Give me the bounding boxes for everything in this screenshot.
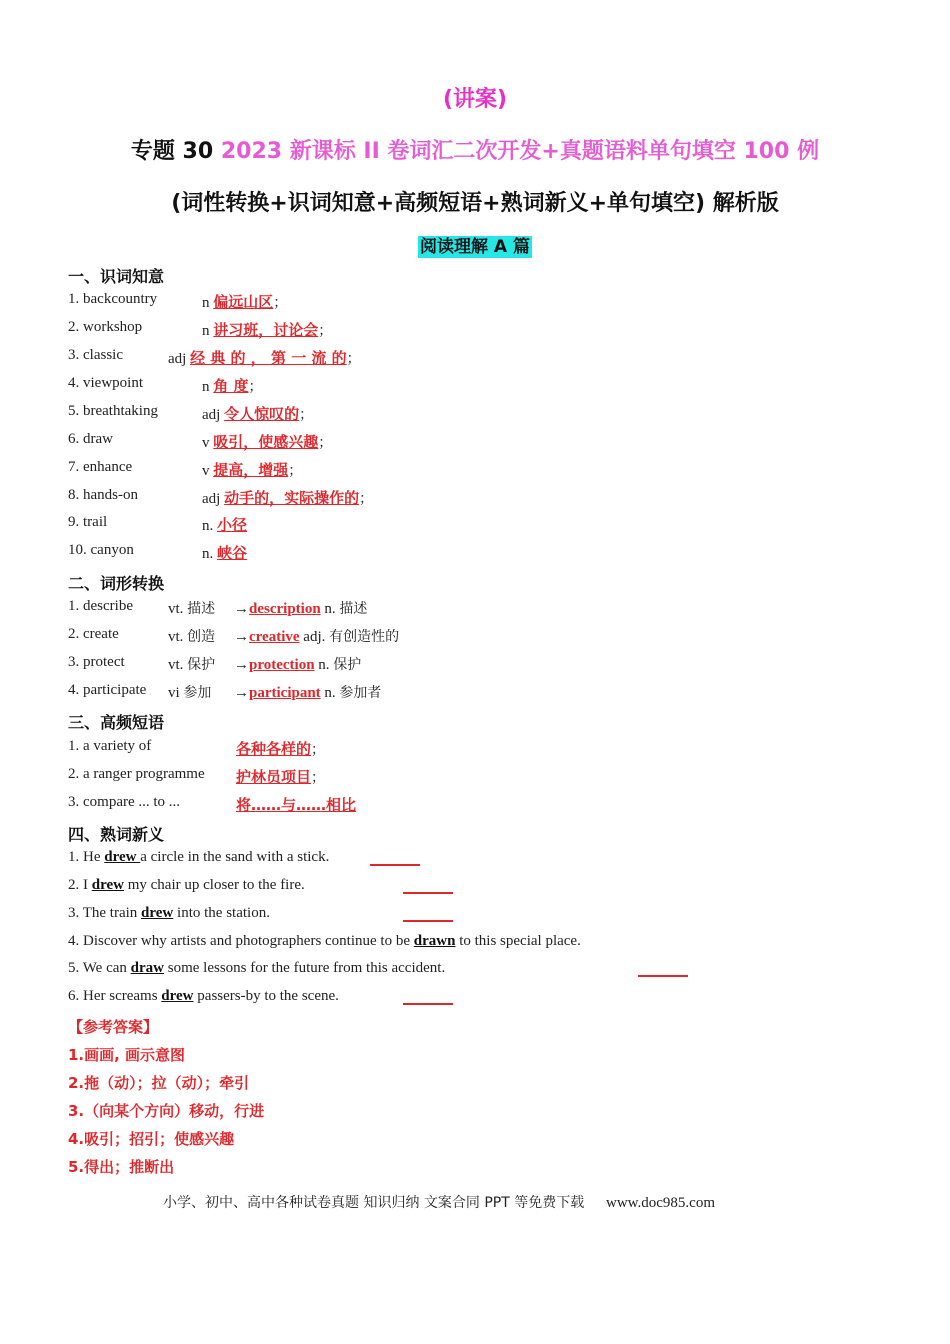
item-meaning: vt. 保护 (168, 657, 216, 673)
section1-heading: 一、识词知意 (68, 267, 165, 286)
term: 2. create (68, 626, 119, 642)
list-item: 5. We can draw some lessons for the future from this accident. (68, 960, 446, 976)
term: 3. compare ... to ... (68, 794, 181, 810)
item-derived: →participant n. 参加者 (234, 685, 382, 701)
section4-heading: 四、熟词新义 (68, 825, 165, 844)
footer (163, 1192, 715, 1212)
answer-item: 1.画画, 画示意图 (68, 1046, 186, 1064)
target-word: drawn (413, 933, 456, 949)
list-item: 1. He drew a circle in the sand with a stick. (68, 849, 330, 865)
target-word: drew (141, 905, 174, 921)
item-meaning: vt. 描述 (168, 601, 216, 617)
list-item: 4. Discover why artists and photographers continue to be drawn to this special place. (68, 933, 581, 949)
answer-blank[interactable] (403, 878, 453, 894)
term: 9. trail (68, 514, 108, 530)
target-word: drew (104, 849, 141, 865)
target-word: drew (161, 988, 194, 1004)
item-pos-ans: n. 小径 (202, 516, 248, 534)
term: 4. viewpoint (68, 375, 143, 391)
item-meaning: vi 参加 (168, 685, 212, 701)
term: 2. workshop (68, 319, 143, 335)
answer-item: 3.（向某个方向）移动，行进 (68, 1102, 265, 1120)
item-pos-ans: adj 动手的，实际操作的； (202, 489, 374, 507)
item-pos-ans: v 吸引，使感兴趣； (202, 433, 333, 451)
term: 2. a ranger programme (68, 766, 205, 782)
answer-blank[interactable] (370, 850, 420, 866)
item-derived: →description n. 描述 (234, 601, 368, 617)
item-meaning: vt. 创造 (168, 629, 216, 645)
item-answer: 各种各样的； (236, 740, 326, 758)
reading-tag-highlight: 阅读理解 A 篇 (420, 237, 530, 257)
item-pos-ans: adj 令人惊叹的； (202, 405, 314, 423)
term: 3. protect (68, 654, 125, 670)
item-pos-ans: v 提高，增强； (202, 461, 303, 479)
section2-heading: 二、词形转换 (68, 574, 165, 593)
term: 4. participate (68, 682, 147, 698)
doc-tag-lecture: (讲案) (442, 87, 508, 112)
term: 1. describe (68, 598, 133, 614)
footer-url[interactable]: www.doc985.com (606, 1195, 716, 1211)
answers-heading: 【参考答案】 (68, 1018, 159, 1036)
term: 10. canyon (68, 542, 134, 558)
target-word: drew (91, 877, 124, 893)
term: 1. backcountry (68, 291, 158, 307)
term: 1. a variety of (68, 738, 152, 754)
item-pos-ans: n 偏远山区； (202, 293, 288, 311)
list-item: 6. Her screams drew passers-by to the scene. (68, 988, 339, 1004)
list-item: 2. I drew my chair up closer to the fire. (68, 877, 305, 893)
target-word: draw (130, 960, 165, 976)
doc-subtitle: (词性转换+识词知意+高频短语+熟词新义+单句填空) 解析版 (171, 191, 779, 216)
doc-title (0, 134, 950, 165)
item-pos-ans: adj 经 典 的 ， 第 一 流 的； (168, 349, 361, 367)
answer-item: 4.吸引；招引；使感兴趣 (68, 1130, 235, 1148)
item-pos-ans: n 讲习班，讨论会； (202, 321, 333, 339)
item-pos-ans: n. 峡谷 (202, 544, 248, 562)
item-pos-ans: n 角 度； (202, 377, 263, 395)
title-highlight: 2023 新课标 II 卷词汇二次开发+真题语料单句填空 100 例 (220, 139, 820, 164)
reading-section-tag (0, 232, 950, 257)
item-derived: →creative adj. 有创造性的 (234, 629, 400, 645)
item-answer: 将……与……相比 (236, 796, 357, 814)
answer-item: 5.得出；推断出 (68, 1158, 175, 1176)
answer-blank[interactable] (638, 961, 688, 977)
item-answer: 护林员项目； (236, 768, 326, 786)
term: 5. breathtaking (68, 403, 158, 419)
term: 7. enhance (68, 459, 133, 475)
term: 6. draw (68, 431, 113, 447)
list-item: 3. The train drew into the station. (68, 905, 270, 921)
term: 3. classic (68, 347, 123, 363)
title-prefix: 专题 30 (130, 139, 221, 164)
item-derived: →protection n. 保护 (234, 657, 362, 673)
section3-heading: 三、高频短语 (68, 713, 165, 732)
answer-blank[interactable] (403, 906, 453, 922)
footer-text: 小学、初中、高中各种试卷真题 知识归纳 文案合同 PPT 等免费下载 (163, 1195, 585, 1211)
answer-blank[interactable] (403, 989, 453, 1005)
term: 8. hands-on (68, 487, 138, 503)
answer-item: 2.拖（动）；拉（动）；牵引 (68, 1074, 250, 1092)
